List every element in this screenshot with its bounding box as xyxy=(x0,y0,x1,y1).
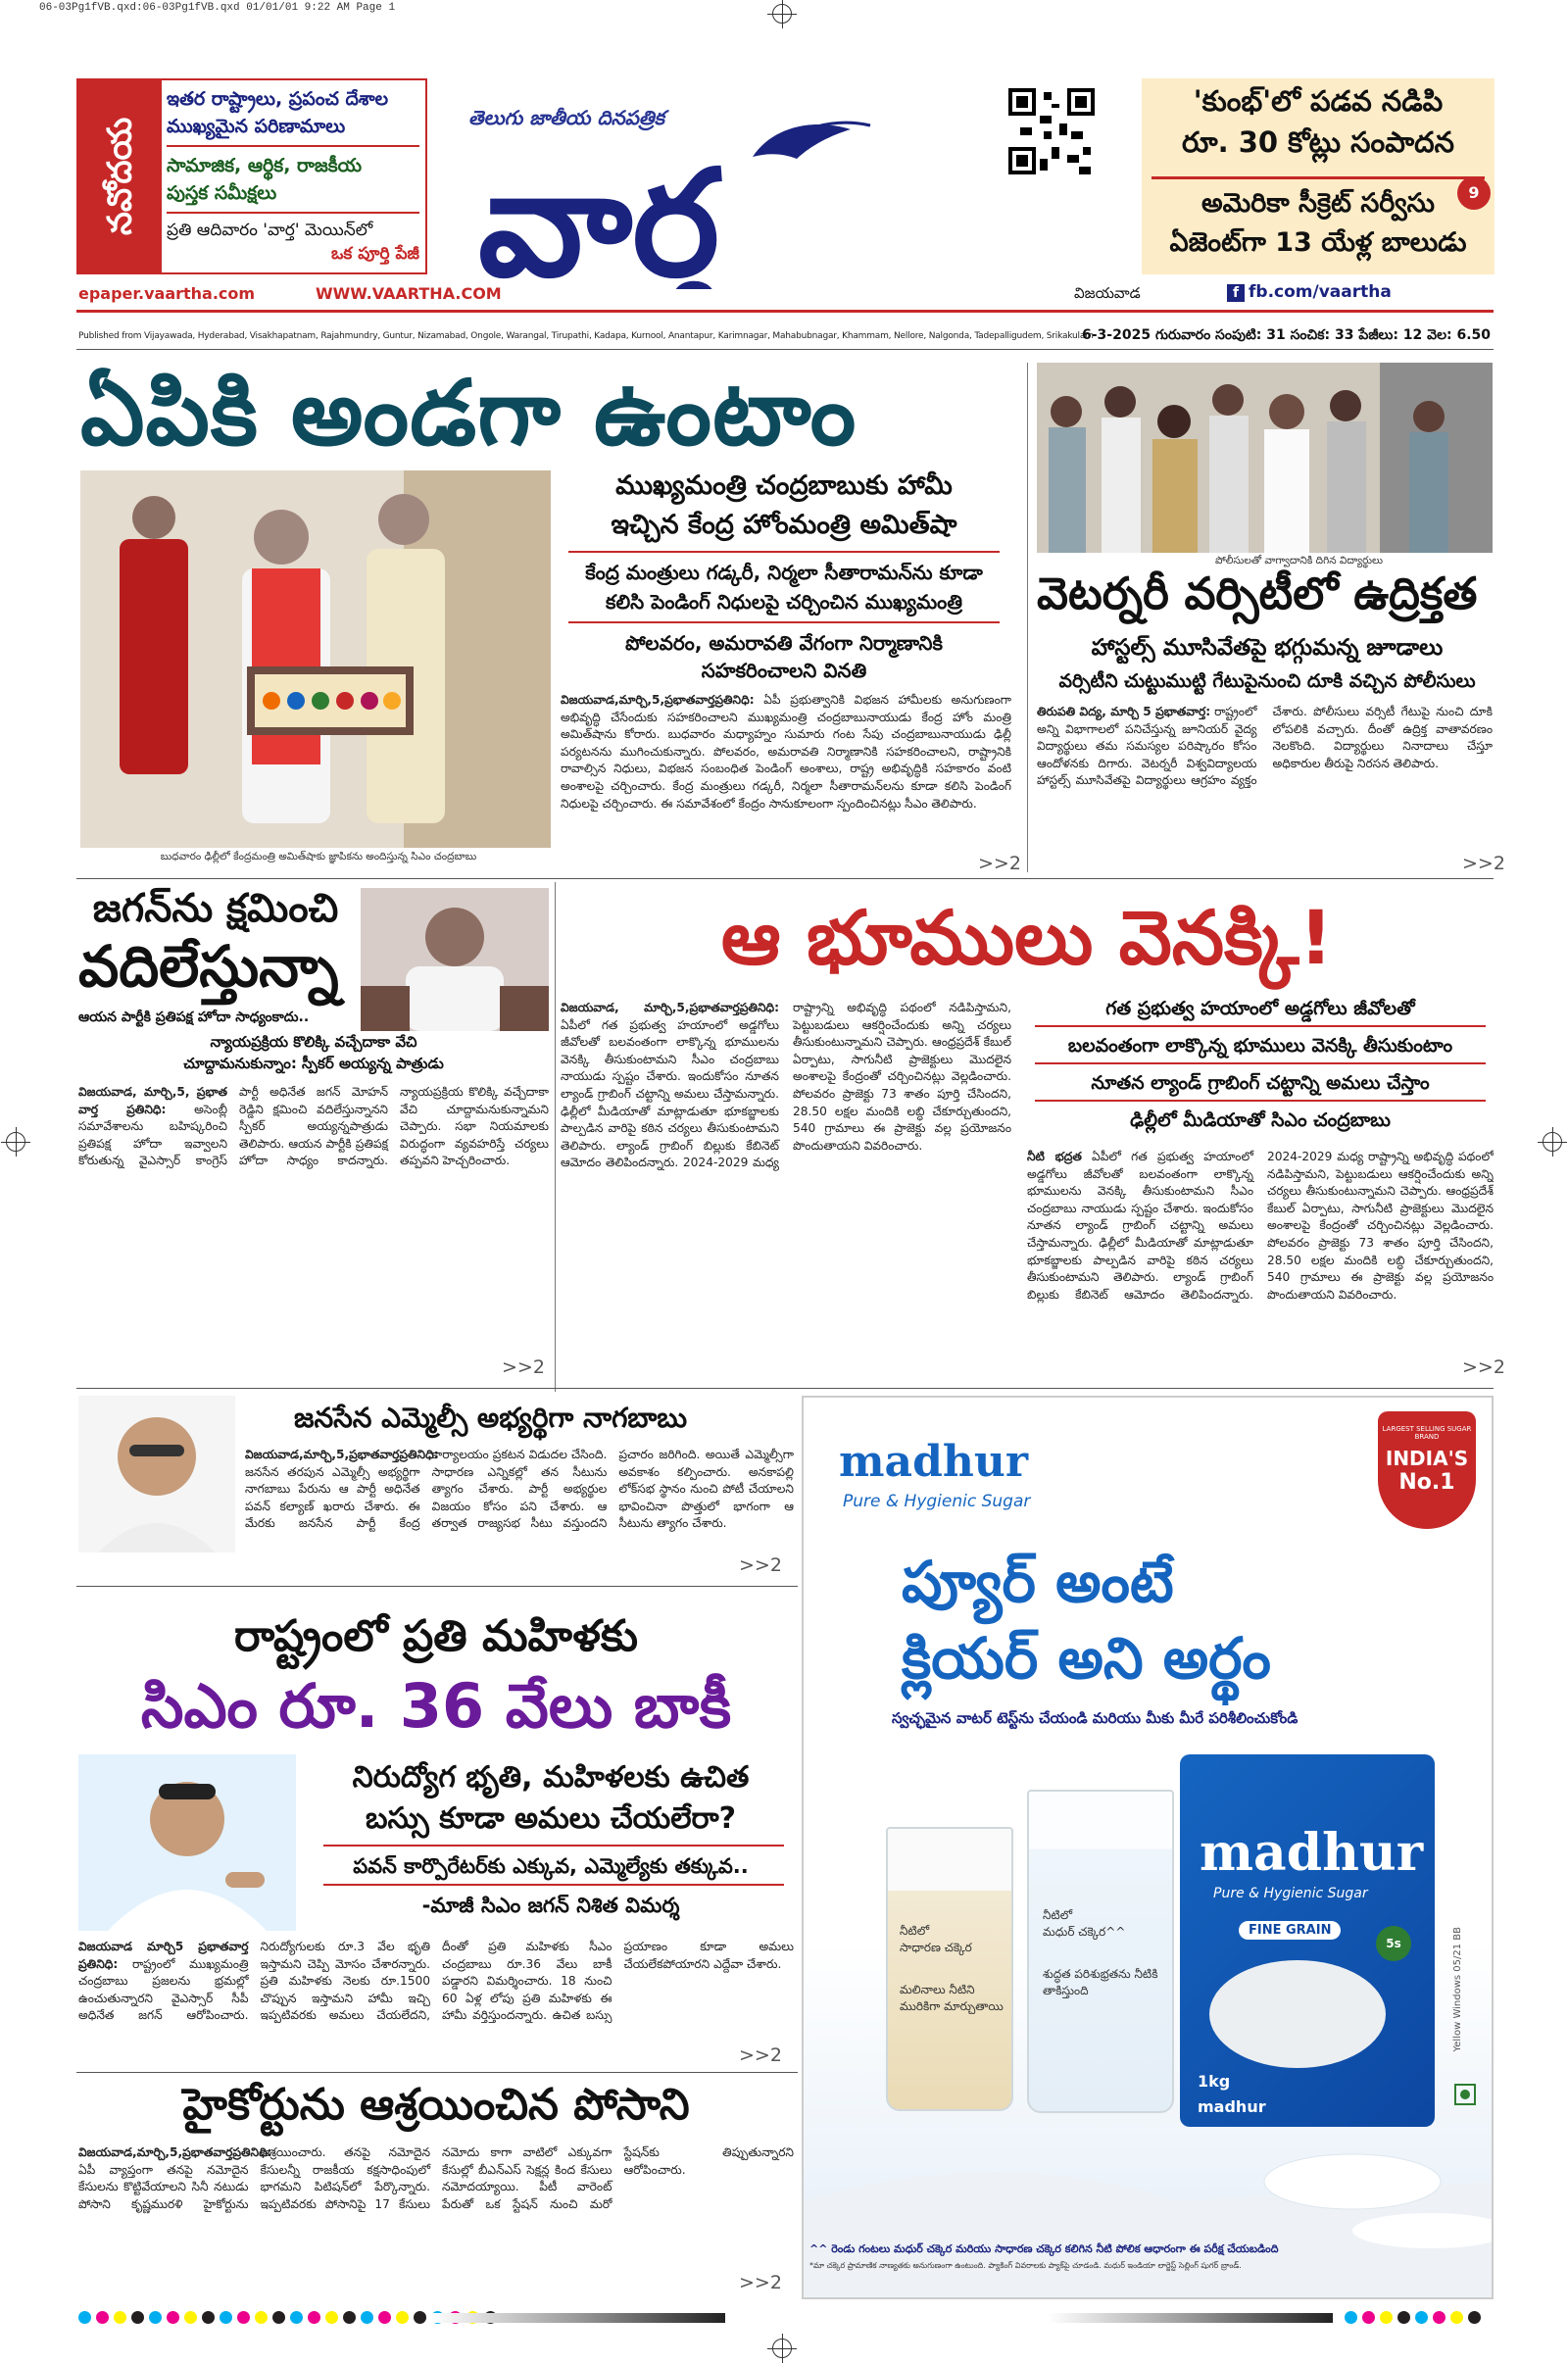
ad-agency-note: Yellow Windows 05/21 BB xyxy=(1452,1927,1463,2052)
subhead-divider xyxy=(323,1884,784,1886)
women-dateline: విజయవాడ మార్చి5 ప్రభాతవార్త ప్రతినిధి: xyxy=(78,1940,249,1971)
continued-marker: >>2 xyxy=(739,2044,782,2066)
promo-row: సామాజిక, ఆర్థిక, రాజకీయ xyxy=(167,155,363,176)
lands-body-continued xyxy=(1027,1149,1494,1380)
lead-subhead: కలిసి పెండింగ్ నిధులపై చర్చించిన ముఖ్యమంత్రి xyxy=(606,590,962,614)
pack-grain: FINE GRAIN xyxy=(1239,1921,1341,1940)
speaker-photo xyxy=(361,888,549,1031)
continued-marker: >>2 xyxy=(1462,1356,1505,1378)
pack-tagline: Pure & Hygienic Sugar xyxy=(1213,1886,1368,1901)
continued-marker: >>2 xyxy=(978,853,1021,874)
masthead-thin-rule xyxy=(76,349,1494,350)
badge-caption: LARGEST SELLING SUGAR BRAND xyxy=(1382,1425,1472,1441)
veg-mark-icon xyxy=(1454,2084,1476,2105)
madhur-sugar-pack xyxy=(1180,1754,1435,2127)
women-subhead: బస్సు కూడా అమలు చేయలేరా? xyxy=(366,1801,736,1836)
continued-marker: >>2 xyxy=(739,1554,782,1576)
speaker-subhead: చూద్దామనుకున్నాం: స్పీకర్ అయ్యన్న పాత్రుడు xyxy=(183,1055,444,1072)
posani-dateline: విజయవాడ,మార్చి,5,ప్రభాతవార్తప్రతినిధి: xyxy=(78,2145,272,2159)
section-rule xyxy=(76,878,1494,879)
glass-label-line: నీటిలో xyxy=(1043,1908,1073,1922)
logo-text: వార్త xyxy=(478,139,720,289)
registration-mark xyxy=(772,4,792,24)
lands-subhead: నూతన ల్యాండ్ గ్రాబింగ్ చట్టాన్ని అమలు చేస్తాం xyxy=(1091,1072,1430,1094)
print-gray-ramp xyxy=(1049,2313,1333,2323)
ad-disclaimer: *మా చక్కెర ప్రామాణిక నాణ్యతకు అనుగుణంగా ఉంటుంది. ప్యాకింగ్ వివరాలకు ప్యాక్‌పై చూడండి. మధుర్ ఇండియా లార్జెస్ట్ సెల్లింగ్ షుగర్ బ్రాండ్. xyxy=(809,2261,1242,2270)
promo-line: 'కుంభ్'లో పడవ నడిపి xyxy=(1193,84,1444,118)
women-body-text: రాష్ట్రంలో ముఖ్యమంత్రి చంద్రబాబు ప్రజలను భ్రమల్లో ఉంచుతున్నారని వైఎస్సార్ సీపీ అధినేత జగన్ ఆరోపించారు. నిరుద్యోగులకు రూ.3 వేల భృతి ఇస్తామని చెప్పి మోసం చేశారన్నారు. ప్రతి మహిళకు నెలకు రూ.1500 చొప్పున ఇస్తామని హామీ ఇచ్చి ఇప్పటివరకు అమలు చేయలేదని, దీంతో ప్రతి మహిళకు సీఎం చంద్రబాబు రూ.36 వేలు బాకీ పడ్డారని విమర్శించారు. 18 నుంచి 60 ఏళ్ల లోపు ప్రతి మహిళకు ఈ హామీ వర్తిస్తుందన్నారు. ఉచిత బస్సు ప్రయాణం కూడా అమలు చేయలేకపోయారని ఎద్దేవా చేశారు. xyxy=(78,1940,794,2023)
lands-subhead: గత ప్రభుత్వ హయాంలో అడ్డగోలు జీవోలతో xyxy=(1105,998,1415,1019)
regular-sugar-glass xyxy=(886,1827,1013,2111)
veterinary-subhead: వర్సిటీని చుట్టుముట్టి గేటుపైనుంచి దూకి వచ్చిన పోలీసులు xyxy=(1058,670,1476,692)
vaartha-logo[interactable] xyxy=(459,118,968,289)
newspaper-tagline: తెలుగు జాతీయ దినపత్రిక xyxy=(468,106,664,129)
lands-dateline: విజయవాడ, మార్చి,5,ప్రభాతవార్తప్రతినిధి: xyxy=(561,1001,779,1014)
ad-headline: క్లియర్ అని అర్థం xyxy=(902,1625,1271,1692)
nagababu-dateline: విజయవాడ,మార్చి,5,ప్రభాతవార్తప్రతినిధి: xyxy=(245,1448,439,1461)
promo-divider xyxy=(1152,176,1485,179)
women-headline[interactable]: సిఎం రూ. 36 వేలు బాకీ xyxy=(140,1670,732,1742)
lands-body xyxy=(561,1000,1011,1382)
section-rule xyxy=(76,1586,798,1587)
subhead-divider xyxy=(1035,1100,1486,1102)
veterinary-photo xyxy=(1037,363,1493,553)
pack-brand-footer: madhur xyxy=(1198,2097,1266,2116)
nagababu-photo xyxy=(78,1396,235,1552)
continued-marker: >>2 xyxy=(502,1356,545,1378)
print-gray-ramp xyxy=(431,2313,725,2323)
ad-brand: madhur xyxy=(839,1437,1028,1487)
veterinary-subhead: హాస్టల్స్ మూసివేతపై భగ్గుమన్న జూడాలు xyxy=(1091,635,1444,661)
lead-dateline: విజయవాడ,మార్చి,5,ప్రభాతవార్తప్రతినిధి: xyxy=(561,693,755,707)
continued-marker: >>2 xyxy=(739,2272,782,2293)
posani-headline[interactable]: హైకోర్టును ఆశ్రయించిన పోసాని xyxy=(182,2080,690,2130)
lands-body-text: ఏపీలో గత ప్రభుత్వ హయాంలో అడ్డగోలు జీవోలతో బలవంతంగా లాక్కొన్న భూములను వెనక్కి తీసుకుంటామని సీఎం చంద్రబాబు నాయుడు స్పష్టం చేశారు. ఇందుకోసం నూతన ల్యాండ్ గ్రాబింగ్ చట్టాన్ని అమలు చేస్తామన్నారు. ఢిల్లీలో మీడియాతో మాట్లాడుతూ భూకబ్జాలకు పాల్పడిన వారిపై కఠిన చర్యలు తీసుకుంటామని తెలిపారు. ల్యాండ్ గ్రాబింగ్ బిల్లుకు కేబినెట్ ఆమోదం తెలిపిందన్నారు. 2024-2029 మధ్య రాష్ట్రాన్ని అభివృద్ధి పథంలో నడిపిస్తామని, పెట్టుబడులు ఆకర్షించేందుకు అన్ని చర్యలు తీసుకుంటున్నామని చెప్పారు. ఆంధ్రప్రదేశ్ కేబుల్ ఏర్పాటు, సాగునీటి ప్రాజెక్టులు మొదలైన అంశాలపై కేంద్రంతో చర్చించినట్లు వెల్లడించారు. పోలవరం ప్రాజెక్టు 73 శాతం పూర్తి చేసిందని, 28.50 లక్షల మందికి లబ్ధి చేకూర్చుతుందని, 540 గ్రామాలు ఈ ప్రాజెక్టు వల్ల ప్రయోజనం పొందుతాయని వివరించారు. xyxy=(1027,1150,1494,1302)
women-subhead: నిరుద్యోగ భృతి, మహిళలకు ఉచిత xyxy=(352,1760,750,1795)
registration-mark xyxy=(772,2339,792,2358)
epaper-link[interactable]: epaper.vaartha.com xyxy=(78,284,256,303)
lands-byline: నీటి భద్రత xyxy=(1027,1150,1082,1163)
glass-label-line: నీటిలో xyxy=(900,1924,930,1938)
speaker-headline[interactable]: జగన్‌ను క్షమించి xyxy=(92,886,339,931)
ad-brand-tagline: Pure & Hygienic Sugar xyxy=(843,1492,1031,1511)
posani-body xyxy=(78,2144,794,2291)
glass-label-line: తాకిస్తుంది xyxy=(1043,1984,1089,1997)
lead-headline[interactable]: ఏపికి అండగా ఉంటాం xyxy=(80,361,858,466)
subhead-divider xyxy=(1035,1062,1486,1064)
badge-title: INDIA'S xyxy=(1385,1447,1469,1470)
madhur-advertisement[interactable] xyxy=(802,1396,1494,2299)
dateline: 6-3-2025 గురువారం సంపుటి: 31 సంచిక: 33 పేజీలు: 12 వెల: 6.50 xyxy=(1082,327,1492,343)
promo-tail: ప్రతి ఆదివారం 'వార్త' మెయిన్‌లో xyxy=(167,221,373,240)
veterinary-photo-caption: పోలీసులతో వాగ్వాదానికి దిగిన విద్యార్థులు xyxy=(1215,555,1384,566)
women-subhead: -మాజీ సిఎం జగన్ నిశిత విమర్శ xyxy=(421,1894,680,1917)
veterinary-headline[interactable]: వెటర్నరీ వర్సిటీలో ఉద్రిక్తత xyxy=(1037,567,1478,619)
masthead-rule xyxy=(76,310,1494,313)
lead-subhead: పోలవరం, అమరావతి వేగంగా నిర్మాణానికి xyxy=(625,631,943,655)
registration-mark xyxy=(6,1132,25,1152)
right-promo-box[interactable] xyxy=(1142,78,1494,274)
subhead-divider xyxy=(568,621,1000,623)
print-slug: 06-03Pg1fVB.qxd:06-03Pg1fVB.qxd 01/01/01 9:22 AM Page 1 xyxy=(39,2,396,14)
lands-headline[interactable]: ఆ భూములు వెనక్కి! xyxy=(720,894,1334,981)
promo-line: అమెరికా సీక్రెట్ సర్వీసు xyxy=(1201,188,1435,219)
promo-line: రూ. 30 కోట్లు సంపాదన xyxy=(1182,125,1454,159)
edition-city: విజయవాడ xyxy=(1074,284,1141,302)
subhead-divider xyxy=(1035,1025,1486,1027)
speaker-body xyxy=(78,1084,549,1378)
subhead-divider xyxy=(323,1845,784,1847)
promo-row: ముఖ్యమైన పరిణామాలు xyxy=(167,116,346,137)
glass-label-line: మధుర్ చక్కెర^^ xyxy=(1043,1925,1126,1939)
lead-subhead: సహకరించాలని వినతి xyxy=(701,659,867,682)
dove-icon xyxy=(753,124,851,159)
lead-photo-caption: బుధవారం ఢిల్లీలో కేంద్రమంత్రి అమిత్‌షాకు జ్ఞాపికను అందిస్తున్న సిఎం చంద్రబాబు xyxy=(160,851,477,862)
ad-headline: ప్యూర్ అంటే xyxy=(902,1549,1174,1615)
lands-body-text: ఏపీలో గత ప్రభుత్వ హయాంలో అడ్డగోలు జీవోలతో బలవంతంగా లాక్కొన్న భూములను వెనక్కి తీసుకుంటామని సీఎం చంద్రబాబు నాయుడు స్పష్టం చేశారు. ఇందుకోసం నూతన ల్యాండ్ గ్రాబింగ్ చట్టాన్ని అమలు చేస్తామన్నారు. ఢిల్లీలో మీడియాతో మాట్లాడుతూ భూకబ్జాలకు పాల్పడిన వారిపై కఠిన చర్యలు తీసుకుంటామని తెలిపారు. ల్యాండ్ గ్రాబింగ్ బిల్లుకు కేబినెట్ ఆమోదం తెలిపిందన్నారు. 2024-2029 మధ్య రాష్ట్రాన్ని అభివృద్ధి పథంలో నడిపిస్తామని, పెట్టుబడులు ఆకర్షించేందుకు అన్ని చర్యలు తీసుకుంటున్నామని చెప్పారు. ఆంధ్రప్రదేశ్ కేబుల్ ఏర్పాటు, సాగునీటి ప్రాజెక్టులు మొదలైన అంశాలపై కేంద్రంతో చర్చించినట్లు వెల్లడించారు. పోలవరం ప్రాజెక్టు 73 శాతం పూర్తి చేసిందని, 28.50 లక్షల మందికి లబ్ధి చేకూర్చుతుందని, 540 గ్రామాలు ఈ ప్రాజెక్టు వల్ల ప్రయోజనం పొందుతాయని వివరించారు. xyxy=(561,1001,1011,1170)
promo-vertical-title: నవోదయ xyxy=(78,80,162,272)
column-rule xyxy=(555,882,556,1392)
lead-subhead: కేంద్ర మంత్రులు గడ్కరీ, నిర్మలా సీతారామన్‌ను కూడా xyxy=(585,561,983,584)
madhur-sugar-glass xyxy=(1027,1790,1174,2113)
lands-subhead: ఢిల్లీలో మీడియాతో సిఎం చంద్రబాబు xyxy=(1130,1109,1391,1131)
column-rule xyxy=(1027,363,1028,872)
promo-row: పుస్తక సమీక్షలు xyxy=(167,182,277,204)
website-link[interactable]: WWW.VAARTHA.COM xyxy=(316,284,502,303)
sugar-pile-image xyxy=(1209,1960,1386,2068)
ad-footnote: ^^ రెండు గంటలు మధుర్ చక్కెర మరియు సాధారణ చక్కెర కలిగిన నీటి పోలిక ఆధారంగా ఈ పరీక్ష చేయబడింది xyxy=(809,2242,1279,2255)
speaker-dateline: విజయవాడ, మార్చి,5, ప్రభాత వార్త ప్రతినిధి: xyxy=(78,1085,227,1116)
badge-rank: No.1 xyxy=(1398,1470,1455,1495)
lead-photo xyxy=(80,470,551,848)
pack-weight: 1kg xyxy=(1198,2072,1231,2091)
veterinary-body xyxy=(1037,704,1493,870)
speaker-body-text: అసెంబ్లీ సమావేశాలను బహిష్కరించి ప్రతిపక్ష హోదా ఇవ్వాలని కోరుతున్న వైఎస్సార్ కాంగ్రెస్ పార్టీ అధినేత జగన్ మోహన్ రెడ్డిని క్షమించి వదిలేస్తున్నానని స్పీకర్ అయ్యన్నపాత్రుడు తెలిపారు. ఆయన పార్టీకి ప్రతిపక్ష హోదా సాధ్యం కాదన్నారు. న్యాయప్రక్రియ కొలిక్కి వచ్చేదాకా వేచి చూద్దామనుకున్నామని చెప్పారు. సభా నియమాలకు విరుద్ధంగా వ్యవహరిస్తే చర్యలు తప్పవని హెచ్చరించారు. xyxy=(78,1085,549,1168)
glass-label xyxy=(900,1923,1004,2015)
section-rule xyxy=(76,1388,1494,1389)
glass-label-line: మురికిగా మార్చుతాయి xyxy=(900,1999,1004,2013)
jagan-photo xyxy=(78,1754,296,1931)
lead-body-text: ఏపీ ప్రభుత్వానికి విభజన హామీలకు అనుగుణంగా అభివృద్ధి చేసేందుకు సహకరించాలని ముఖ్యమంత్రి చంద్రబాబునాయుడు కేంద్ర హోం మంత్రి అమిత్‌షాను కోరారు. బుధవారం మధ్యాహ్నం సుమారు గంట సేపు చంద్రబాబునాయుడు ఢిల్లీ పర్యటనను ముగించుకున్నారు. పోలవరం, అమరావతి నిర్మాణానికి సహకరించాలని, రాష్ట్రానికి రావాల్సిన నిధులు, విభజన సంబంధిత పెండింగ్ అంశాలు, రాష్ట్ర అభివృద్ధికి సహకారం వంటి అంశాలపై చర్చించారు. కేంద్ర మంత్రులు గడ్కరీ, నిర్మలా సీతారామన్‌లను కూడా కలిసి పెండింగ్ నిధులపై చర్చించారు. ఈ సమావేశంలో కేంద్రం సానుకూలంగా స్పందించినట్లు సీఎం తెలిపారు. xyxy=(561,693,1011,811)
glass-label-line: మలినాలు నీటిని xyxy=(900,1983,975,1996)
promo-divider xyxy=(167,212,419,214)
promo-divider xyxy=(167,145,419,147)
section-rule xyxy=(76,2072,798,2073)
speaker-headline[interactable]: వదిలేస్తున్నా xyxy=(78,933,339,1000)
facebook-handle: fb.com/vaartha xyxy=(1249,282,1392,302)
speaker-subhead: న్యాయప్రక్రియ కొలిక్కి వచ్చేదాకా వేచి xyxy=(210,1033,417,1051)
registration-mark xyxy=(1543,1132,1562,1152)
ad-instruction: స్వచ్ఛమైన వాటర్ టెస్ట్‌ను చేయండి మరియు మీకు మీరే పరిశీలించుకోండి xyxy=(892,1709,1298,1727)
subhead-divider xyxy=(568,551,1000,553)
lead-body xyxy=(561,692,1011,859)
women-body xyxy=(78,1939,794,2066)
promo-line: ఏజెంట్‌గా 13 యేళ్ల బాలుడు xyxy=(1169,227,1467,258)
veterinary-body-text: రాష్ట్రంలో అన్ని విభాగాలలో పనిచేస్తున్న జూనియర్ వైద్య విద్యార్థులు తమ సమస్యల పరిష్కారం కోసం ఆందోళనకు దిగారు. వెటర్నరీ విశ్వవిద్యాలయ హాస్టల్స్ మూసివేతపై విద్యార్థులు ఆగ్రహం వ్యక్తం చేశారు. పోలీసులు వర్సిటీ గేటుపై నుంచి దూకి లోపలికి వచ్చారు. దీంతో ఉద్రిక్త వాతావరణం నెలకొంది. విద్యార్థులు నినాదాలు చేస్తూ అధికారుల తీరుపై నిరసన తెలిపారు. xyxy=(1037,705,1493,788)
india-no1-badge xyxy=(1378,1411,1476,1529)
published-from: Published from Vijayawada, Hyderabad, Visakhapatnam, Rajahmundry, Guntur, Nizamabad, Ongole, Warangal, Tirupathi, Kadapa, Kurnool, Anantapur, Karimnagar, Mahabubnagar, Khammam, Nellore, Nalgonda, Tadepalligudem, Srikakulam xyxy=(78,331,1094,341)
lead-subhead: ముఖ్యమంత్రి చంద్రబాబుకు హామీ xyxy=(615,470,953,501)
glass-label xyxy=(1043,1907,1157,1999)
print-color-bar xyxy=(1345,2311,1481,2324)
nagababu-body-text: జనసేన తరపున ఎమ్మెల్సీ అభ్యర్థిగా నాగబాబు పేరును ఆ పార్టీ అధినేత పవన్ కల్యాణ్ ఖరారు చేశారు. ఈ మేరకు జనసేన పార్టీ కేంద్ర కార్యాలయం ప్రకటన విడుదల చేసింది. సాధారణ ఎన్నికల్లో తన సీటును త్యాగం చేశారు. పార్టీ అభ్యర్థుల విజయం కోసం పని చేశారు. ఆ తర్వాత రాజ్యసభ సీటు వస్తుందని ప్రచారం జరిగింది. అయితే ఎమ్మెల్సీగా అవకాశం కల్పించారు. అనకాపల్లి లోక్‌సభ స్థానం నుంచి పోటీ చేయాలని భావించినా పొత్తులో భాగంగా ఆ సీటును త్యాగం చేశారు. xyxy=(245,1448,794,1531)
continued-marker: >>2 xyxy=(1462,853,1505,874)
nagababu-headline[interactable]: జనసేన ఎమ్మెల్సీ అభ్యర్థిగా నాగబాబు xyxy=(294,1402,688,1434)
page-reference-badge: 9 xyxy=(1457,176,1491,210)
nagababu-body xyxy=(245,1447,794,1580)
glass-label-line: శుద్ధత పరిశుభ్రతను నీటికి xyxy=(1043,1967,1158,1981)
pack-5s-badge: 5s xyxy=(1376,1926,1411,1961)
facebook-link[interactable] xyxy=(1227,282,1392,302)
glass-label-line: సాధారణ చక్కెర xyxy=(900,1941,972,1954)
promo-row: ఇతర రాష్ట్రాలు, ప్రపంచ దేశాల xyxy=(167,88,389,110)
women-headline[interactable]: రాష్ట్రంలో ప్రతి మహిళకు xyxy=(233,1611,639,1661)
women-subhead: పవన్ కార్పొరేటర్‌కు ఎక్కువ, ఎమ్మెల్యేకు తక్కువ.. xyxy=(353,1854,749,1878)
facebook-icon: f xyxy=(1227,284,1245,302)
posani-body-text: ఏపీ వ్యాప్తంగా తనపై నమోదైన కేసులను కొట్టివేయాలని సినీ నటుడు పోసాని కృష్ణమురళి హైకోర్టును ఆశ్రయించారు. తనపై నమోదైన కేసులన్నీ రాజకీయ కక్షసాధింపులో భాగమని పిటిషన్‌లో పేర్కొన్నారు. ఇప్పటివరకు పోసానిపై 17 కేసులు నమోదు కాగా వాటిలో ఎక్కువగా కేసుల్లో బీఎన్ఎస్ సెక్షన్ల కింద కేసులు నమోదయ్యాయి. పీటీ వారెంట్ పేరుతో ఒక స్టేషన్ నుంచి మరో స్టేషన్‌కు తిప్పుతున్నారని ఆరోపించారు. xyxy=(78,2145,794,2211)
speaker-subhead: ఆయన పార్టీకి ప్రతిపక్ష హోదా సాధ్యంకాదు.. xyxy=(78,1010,310,1025)
qr-code[interactable] xyxy=(1004,84,1099,178)
lands-subhead: బలవంతంగా లాక్కొన్న భూములు వెనక్కి తీసుకుంటాం xyxy=(1067,1035,1453,1057)
left-promo-box[interactable] xyxy=(76,78,427,274)
lead-subhead: ఇచ్చిన కేంద్ర హోంమంత్రి అమిత్‌షా xyxy=(611,510,957,540)
promo-tail-highlight: ఒక పూర్తి పేజీ xyxy=(331,244,419,264)
pack-brand: madhur xyxy=(1200,1823,1424,1883)
veterinary-dateline: తిరుపతి విద్య, మార్చి 5 ప్రభాతవార్త: xyxy=(1037,705,1211,718)
